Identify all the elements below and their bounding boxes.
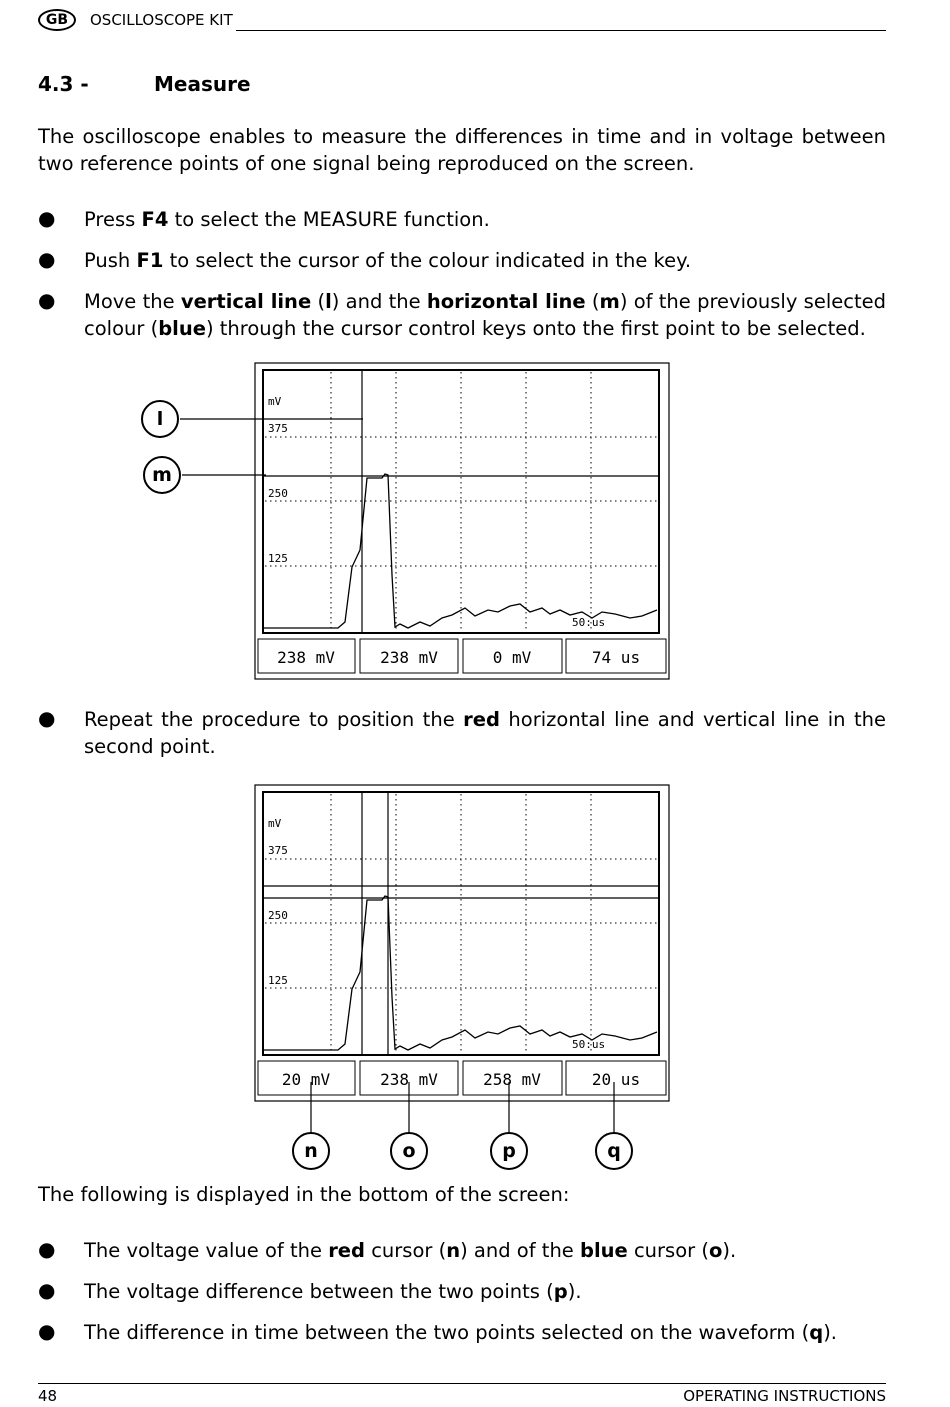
section-number: 4.3 -	[38, 72, 89, 96]
readout-cell: 238 mV	[277, 648, 335, 667]
display-intro: The following is displayed in the bottom of the screen:	[38, 1183, 570, 1206]
item-voltage-difference: The voltage difference between the two points (p).	[84, 1280, 582, 1303]
scope-screen-second	[130, 782, 675, 1162]
y-tick-label: 125	[268, 974, 288, 987]
step-repeat: Repeat the procedure to position the red horizontal line and vertical line in the second point.	[84, 708, 886, 758]
scope-screen-first	[130, 360, 675, 685]
callout-m: m	[143, 456, 181, 494]
unit-label: mV	[268, 817, 282, 830]
bullet-icon: ●	[38, 288, 56, 312]
y-tick-label: 125	[268, 552, 288, 565]
footer-rule	[38, 1383, 886, 1384]
bullet-icon: ●	[38, 1278, 56, 1302]
readout-cell: 74 us	[591, 648, 641, 667]
step-f1: Push F1 to select the cursor of the colour indicated in the key.	[84, 249, 692, 272]
callout-o: o	[390, 1132, 428, 1170]
readout-cell: 20 us	[591, 1070, 641, 1089]
bullet-icon: ●	[38, 706, 56, 730]
unit-label: mV	[268, 395, 282, 408]
bullet-icon: ●	[38, 1319, 56, 1343]
bullet-icon: ●	[38, 247, 56, 271]
y-tick-label: 250	[268, 909, 288, 922]
y-tick-label: 375	[268, 422, 288, 435]
readout-cell: 238 mV	[380, 1070, 438, 1089]
callout-l: l	[141, 400, 179, 438]
callout-p: p	[490, 1132, 528, 1170]
y-tick-label: 250	[268, 487, 288, 500]
bullet-icon: ●	[38, 1237, 56, 1261]
item-cursor-voltage: The voltage value of the red cursor (n) and of the blue cursor (o).	[84, 1239, 737, 1262]
intro-paragraph: The oscilloscope enables to measure the differences in time and in voltage between two reference points of one signal being reproduced on the screen.	[38, 125, 886, 175]
header-rule	[236, 30, 886, 31]
callout-n: n	[292, 1132, 330, 1170]
callout-q: q	[595, 1132, 633, 1170]
page-number: 48	[38, 1387, 58, 1405]
bullet-icon: ●	[38, 206, 56, 230]
section-title: Measure	[154, 72, 251, 96]
readout-cell: 238 mV	[380, 648, 438, 667]
timebase-label: 50:us	[572, 616, 606, 629]
readout-cell: 258 mV	[483, 1070, 541, 1089]
footer-label: OPERATING INSTRUCTIONS	[683, 1387, 886, 1405]
readout-cell: 0 mV	[492, 648, 532, 667]
y-tick-label: 375	[268, 844, 288, 857]
manual-title: OSCILLOSCOPE KIT	[90, 11, 233, 29]
item-time-difference: The difference in time between the two points selected on the waveform (q).	[84, 1321, 838, 1344]
timebase-label: 50:us	[572, 1038, 606, 1051]
language-badge: GB	[38, 9, 76, 31]
step-move-cursor: Move the vertical line (l) and the horizontal line (m) of the previously selected colour (blue) through the cursor control keys onto the first point to be selected.	[84, 290, 886, 340]
readout-cell: 20 mV	[281, 1070, 331, 1089]
step-f4: Press F4 to select the MEASURE function.	[84, 208, 490, 231]
